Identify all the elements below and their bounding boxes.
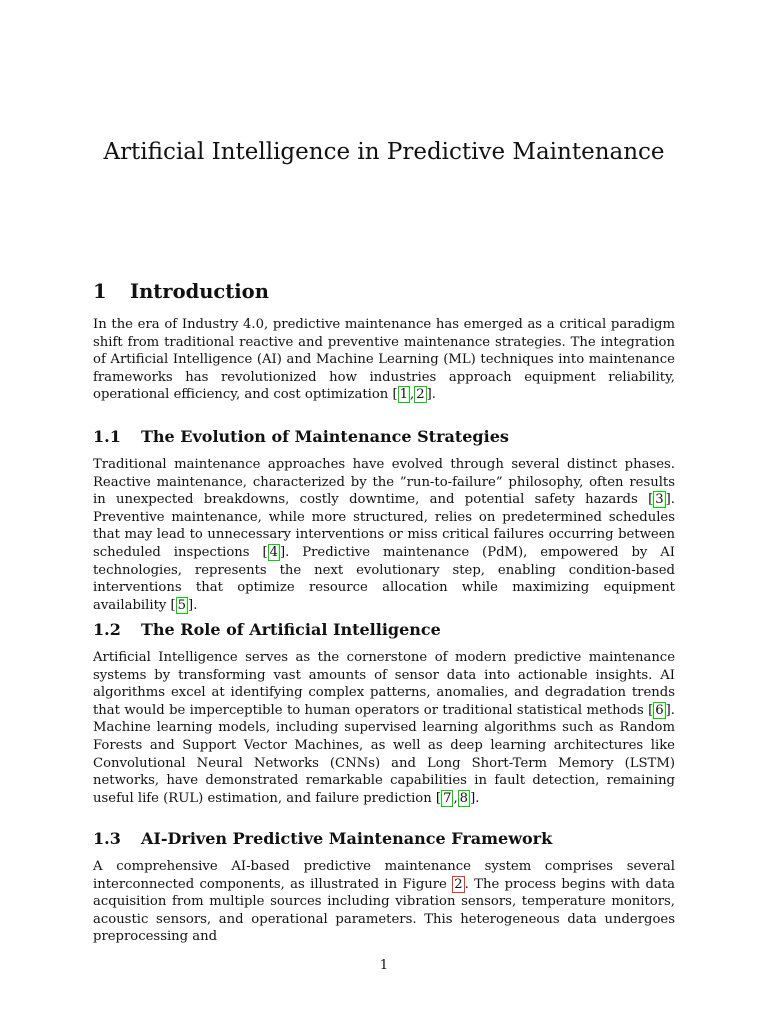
section-number: 1	[93, 280, 107, 303]
citation-link-1[interactable]: 1	[399, 387, 409, 403]
paragraph-text: ]. Predictive maintenance (PdM), empowered by AI technologies, represents the next evolutionary step, enabling condition-based interventions that optimize resource allocation while maximizing equipment availability [	[93, 544, 675, 613]
intro-paragraph	[93, 316, 675, 404]
citation-link-3[interactable]: 3	[655, 492, 664, 508]
subsection-number: 1.2	[93, 620, 121, 639]
paper-title: Artificial Intelligence in Predictive Maintenance	[103, 139, 665, 165]
figure-reference-link[interactable]: 2	[454, 876, 463, 892]
subsection-heading-evolution	[93, 427, 509, 447]
citation-link-5[interactable]: 5	[177, 597, 187, 613]
paragraph-text: ].	[426, 387, 436, 403]
paragraph-text: . The process begins with data acquisition from multiple sources including vibration sensors, temperature monitors, acoustic sensors, and operational parameters. This heterogeneous data undergoes preprocessing and	[93, 876, 675, 945]
paragraph-text: ]. Machine learning models, including supervised learning algorithms such as Random Forests and Support Vector Machines, as well as deep learning architectures like Convolutional Neural Networks (CNNs) and Long Short-Term Memory (LSTM) networks, have demonstrated remarkable capabilities in fault detection, remaining useful life (RUL) estimation, and failure prediction [	[93, 702, 675, 806]
evolution-paragraph	[93, 456, 675, 614]
subsection-heading-framework	[93, 829, 552, 849]
paragraph-text: ]. Preventive maintenance, while more structured, relies on predetermined schedules that may lead to unnecessary interventions or miss critical failures occurring between scheduled inspections [	[93, 492, 675, 560]
section-title: Introduction	[130, 280, 269, 303]
paragraph-text: A comprehensive AI-based predictive maintenance system comprises several interconnected components, as illustrated in Figure	[93, 859, 675, 892]
subsection-title: The Evolution of Maintenance Strategies	[141, 427, 509, 446]
framework-paragraph	[93, 858, 675, 946]
paragraph-text: Artificial Intelligence serves as the cornerstone of modern predictive maintenance systems by transforming vast amounts of sensor data into actionable insights. AI algorithms excel at identifying complex patterns, anomalies, and degradation trends that would be imperceptible to human operators or traditional statistical methods [	[93, 650, 675, 718]
page-number: 1	[379, 958, 389, 973]
subsection-heading-role-of-ai	[93, 620, 441, 640]
citation-link-7[interactable]: 7	[443, 790, 452, 806]
paragraph-text: ].	[188, 597, 198, 613]
citation-link-6[interactable]: 6	[655, 702, 664, 718]
section-heading-introduction	[93, 280, 269, 304]
citation-separator: ,	[453, 790, 458, 806]
paragraph-text: Traditional maintenance approaches have evolved through several distinct phases. Reactive maintenance, characterized by the ”run-to-failure” philosophy, often results in unexpected breakdowns, costly downtime, and potential safety hazards [	[93, 457, 675, 508]
subsection-number: 1.3	[93, 829, 121, 848]
role-of-ai-paragraph	[93, 649, 675, 807]
subsection-title: AI-Driven Predictive Maintenance Framework	[141, 829, 553, 848]
paragraph-text: In the era of Industry 4.0, predictive maintenance has emerged as a critical paradigm shift from traditional reactive and preventive maintenance strategies. The integration of Artificial Intelligence (AI) and Machine Learning (ML) techniques into maintenance frameworks has revolutionized how industries approach equipment reliability, operational efficiency, and cost optimization [	[93, 317, 675, 403]
citation-link-4[interactable]: 4	[269, 544, 279, 560]
citation-link-2[interactable]: 2	[416, 387, 425, 403]
subsection-title: The Role of Artificial Intelligence	[141, 620, 441, 639]
citation-link-8[interactable]: 8	[459, 790, 469, 806]
paragraph-text: ].	[470, 790, 480, 806]
subsection-number: 1.1	[93, 427, 121, 446]
citation-separator: ,	[410, 387, 415, 403]
